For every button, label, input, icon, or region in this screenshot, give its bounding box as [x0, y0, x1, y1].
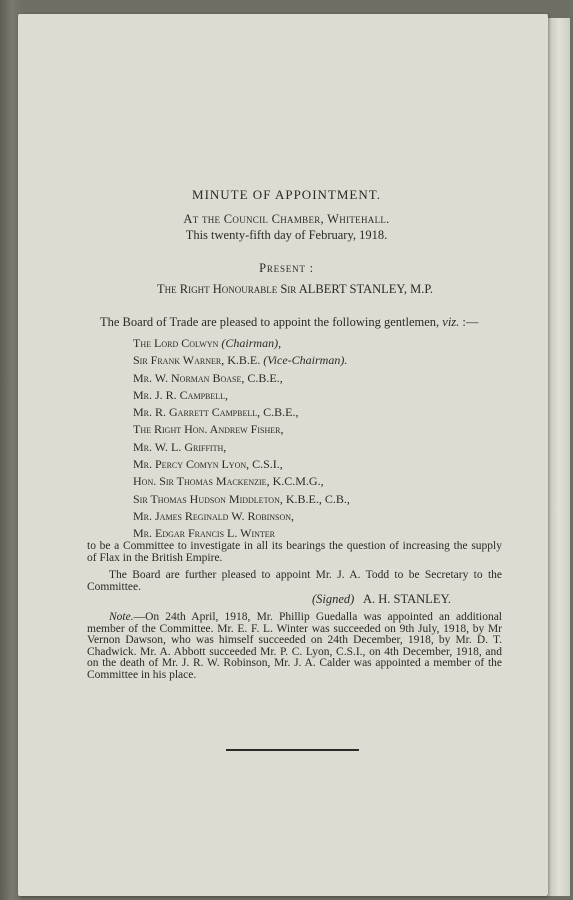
closing-rule	[226, 749, 359, 751]
presiding-prefix: The Right Honourable Sir	[156, 282, 297, 296]
member-name: Mr. W. Norman Boase, C.B.E.,	[133, 370, 283, 385]
secretary-paragraph	[87, 570, 502, 593]
document-title: MINUTE OF APPOINTMENT.	[192, 187, 381, 202]
present-label: Present :	[259, 261, 314, 275]
member-item	[133, 456, 350, 473]
member-name: Mr. J. R. Campbell,	[133, 387, 229, 402]
member-item	[133, 370, 350, 387]
note-text: —On 24th April, 1918, Mr. Phillip Guedalla was appointed an additional member of the Committee. Mr. E. F. L. Winter was succeeded on 9th July, 1918, by Mr Vernon Dawson, who was himself succeeded on 24th December, 1918, by Mr. D. T. Chadwick. Mr. A. Abbott succeeded Mr. P. C. Lyon, C.S.I., on 4th December, 1918, and on the death of Mr. J. R. W. Robinson, Mr. J. A. Calder was appointed a member of the Committee in his place.	[87, 611, 502, 681]
member-role: (Vice-Chairman).	[263, 353, 348, 368]
member-name: The Lord Colwyn	[133, 336, 219, 350]
next-page-edge	[548, 18, 570, 896]
purpose-paragraph: to be a Committee to investigate in all its bearings the question of increasing the supply of Flax in the British Empire.	[87, 540, 502, 564]
member-name: Mr. W. L. Griffith,	[133, 439, 227, 454]
member-role: (Chairman),	[221, 336, 282, 350]
presiding-name: ALBERT STANLEY, M.P.	[298, 282, 434, 296]
member-item	[133, 491, 350, 508]
intro-viz: viz.	[442, 315, 460, 329]
signed-label: (Signed)	[311, 592, 355, 606]
intro-text: The Board of Trade are pleased to appoint the following gentlemen,	[100, 315, 440, 329]
member-item	[133, 404, 350, 421]
member-name: Mr. R. Garrett Campbell, C.B.E.,	[133, 405, 299, 420]
member-list	[133, 335, 350, 543]
member-item	[133, 508, 350, 525]
member-item	[133, 387, 350, 404]
secretary-text: The Board are further pleased to appoint Mr. J. A. Todd to be Secretary to the Committee.	[87, 569, 502, 593]
date-line: This twenty-fifth day of February, 1918.	[185, 228, 388, 242]
signatory-name: A. H. STANLEY.	[362, 592, 451, 606]
member-item	[133, 439, 350, 456]
location-line: At the Council Chamber, Whitehall.	[183, 212, 390, 226]
member-item	[133, 335, 350, 352]
member-name: Sir Frank Warner, K.B.E.	[133, 353, 261, 368]
intro-suffix: :—	[462, 315, 479, 329]
member-name: Mr. Percy Comyn Lyon, C.S.I.,	[133, 457, 283, 472]
member-item	[133, 421, 350, 438]
signature-line	[312, 592, 451, 607]
intro-line	[100, 315, 478, 330]
member-name: Mr. Edgar Francis L. Winter	[133, 526, 276, 541]
presiding-line	[0, 282, 573, 297]
member-name: Sir Thomas Hudson Middleton, K.B.E., C.B.,	[133, 491, 350, 506]
member-name: Mr. James Reginald W. Robinson,	[133, 508, 295, 523]
member-item	[133, 473, 350, 490]
member-name: The Right Hon. Andrew Fisher,	[133, 422, 284, 437]
member-item	[133, 352, 350, 369]
member-name: Hon. Sir Thomas Mackenzie, K.C.M.G.,	[133, 474, 324, 489]
note-label: Note.	[109, 611, 134, 623]
note-paragraph	[87, 612, 502, 681]
